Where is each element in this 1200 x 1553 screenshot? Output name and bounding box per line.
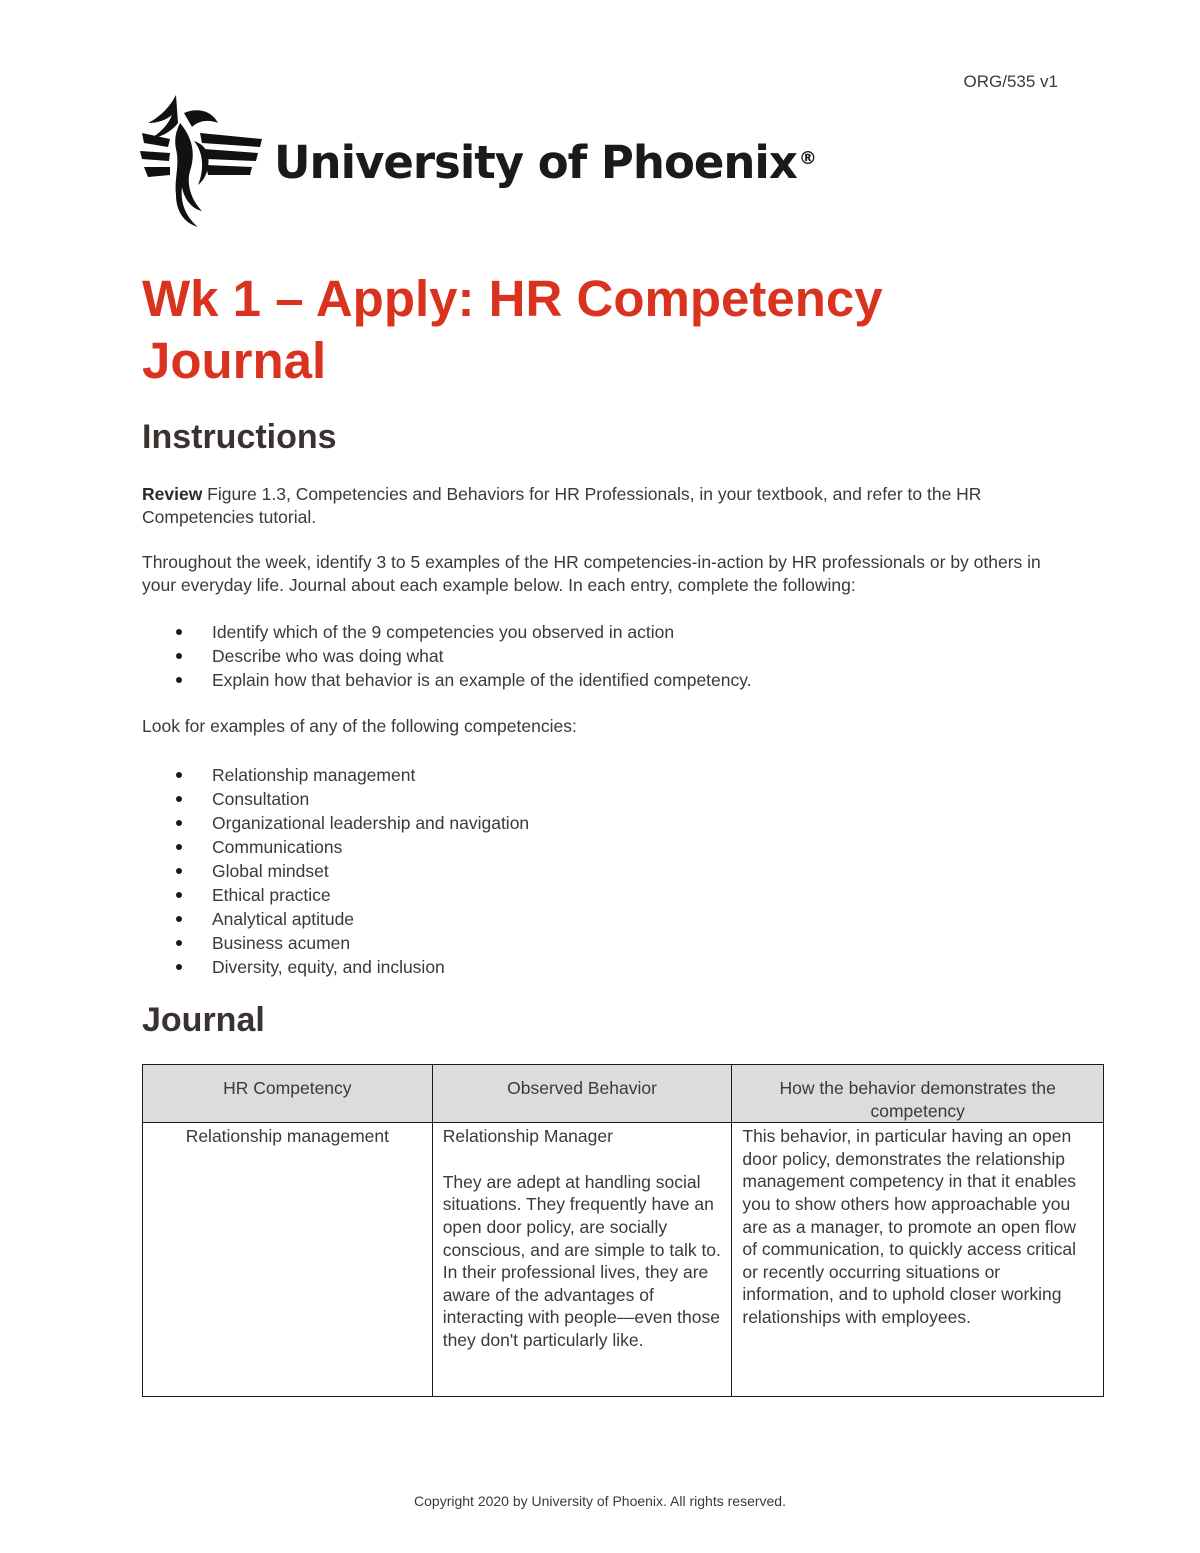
bullet-icon	[176, 964, 182, 970]
list-item: Organizational leadership and navigation	[142, 811, 529, 835]
course-code: ORG/535 v1	[963, 72, 1058, 91]
list-item: Business acumen	[142, 931, 529, 955]
bullet-icon	[176, 677, 182, 683]
journal-table	[142, 1064, 1104, 1397]
table-header-row	[143, 1065, 1104, 1123]
page-title: Wk 1 – Apply: HR Competency Journal	[142, 270, 883, 389]
review-paragraph: Review Figure 1.3, Competencies and Behaviors for HR Professionals, in your textbook, and refer to the HR Competencies tutorial.	[142, 484, 982, 527]
bullet-icon	[176, 916, 182, 922]
list-item: Analytical aptitude	[142, 907, 529, 931]
instructions-heading: Instructions	[142, 418, 337, 456]
list-item: Ethical practice	[142, 883, 529, 907]
bullet-icon	[176, 892, 182, 898]
bullet-icon	[176, 940, 182, 946]
list-item: Diversity, equity, and inclusion	[142, 955, 529, 979]
bullet-icon	[176, 629, 182, 635]
list-item: Consultation	[142, 787, 529, 811]
competencies-list	[142, 763, 529, 979]
behavior-text: They are adept at handling social situations. They frequently have an open door policy, are socially conscious, and are simple to talk to. In their professional lives, they are aware of the advantages of interacting with people—even those they don't particularly like.	[442, 1171, 721, 1350]
bullet-icon	[176, 653, 182, 659]
bullet-icon	[176, 772, 182, 778]
list-item: Communications	[142, 835, 529, 859]
column-header-demonstration: How the behavior demonstrates the competency	[732, 1065, 1104, 1123]
journal-heading: Journal	[142, 1001, 265, 1039]
bullet-icon	[176, 796, 182, 802]
list-item: Explain how that behavior is an example of the identified competency.	[142, 668, 752, 692]
list-item: Identify which of the 9 competencies you observed in action	[142, 620, 752, 644]
bullet-icon	[176, 820, 182, 826]
throughout-paragraph: Throughout the week, identify 3 to 5 examples of the HR competencies-in-action by HR professionals or by others in your everyday life. Journal about each example below. In each entry, complete the following:	[142, 552, 1041, 595]
behavior-cell	[432, 1123, 732, 1397]
list-item: Describe who was doing what	[142, 644, 752, 668]
phoenix-bird-icon	[140, 93, 262, 231]
demonstration-cell: This behavior, in particular having an open door policy, demonstrates the relationship management competency in that it enables you to show others how approachable you are as a manager, to promote an open flow of communication, to quickly access critical or recently occurring situations or information, and to uphold closer working relationships with employees.	[732, 1123, 1104, 1397]
bullet-icon	[176, 844, 182, 850]
logo-wordmark: University of Phoenix ®	[274, 135, 816, 189]
look-for-paragraph: Look for examples of any of the following competencies:	[142, 716, 577, 736]
table-row	[143, 1123, 1104, 1397]
column-header-competency: HR Competency	[143, 1065, 433, 1123]
bullet-icon	[176, 868, 182, 874]
behavior-title: Relationship Manager	[442, 1126, 613, 1147]
review-label: Review	[142, 484, 203, 504]
copyright-footer: Copyright 2020 by University of Phoenix. All rights reserved.	[414, 1493, 786, 1509]
competency-cell: Relationship management	[143, 1123, 433, 1397]
column-header-behavior: Observed Behavior	[432, 1065, 732, 1123]
list-item: Relationship management	[142, 763, 529, 787]
university-logo	[140, 93, 816, 231]
entry-requirements-list	[142, 620, 752, 692]
list-item: Global mindset	[142, 859, 529, 883]
